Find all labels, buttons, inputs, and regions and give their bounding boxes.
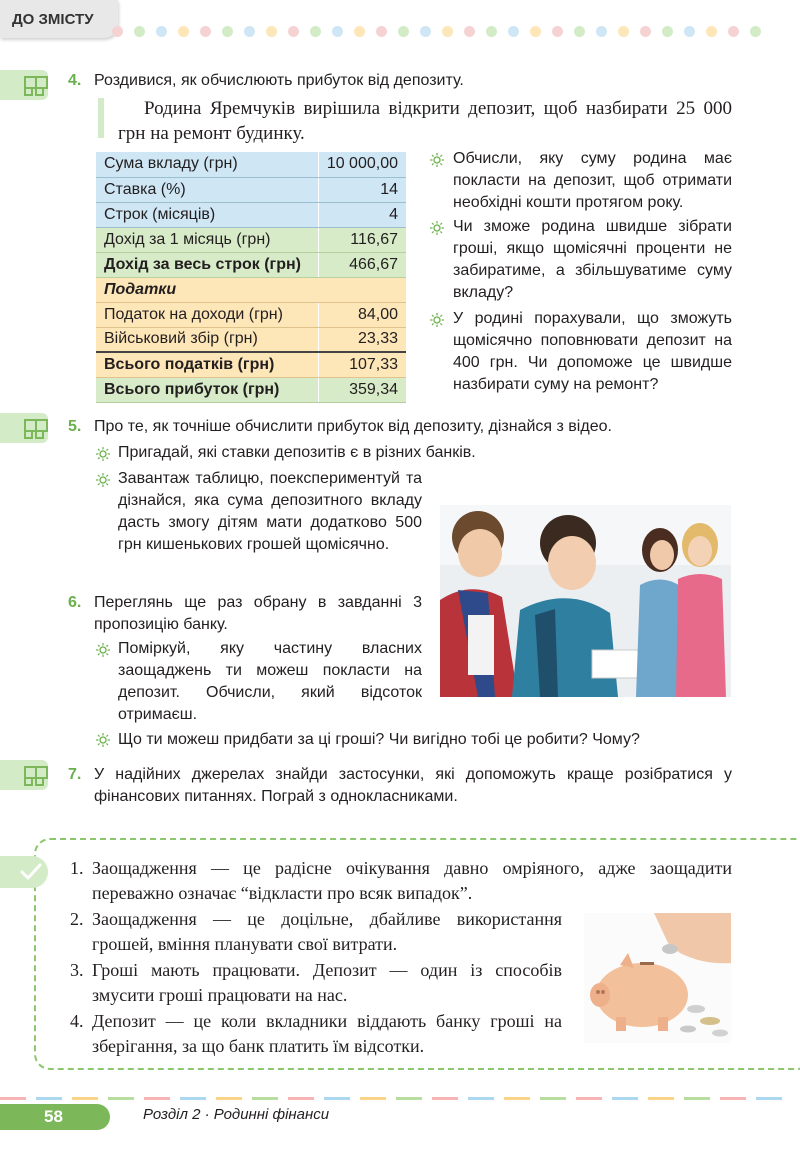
table-cell-value: 14 [318, 177, 406, 202]
table-section-header: Податки [96, 277, 406, 302]
summary-number: 1. [70, 858, 84, 878]
summary-item: Депозит — це коли вкладники віддають банку гроші на зберігання, за що банк платить їм відсотки. [92, 1011, 562, 1056]
back-to-contents-tab[interactable]: ДО ЗМІСТУ [0, 0, 118, 38]
task4-story: Родина Яремчуків вирішила відкрити депозит, щоб назбирати 25 000 грн на ремонт будинку. [118, 98, 732, 144]
table-cell-label: Дохід за весь строк (грн) [96, 252, 318, 277]
task6-bullet: Поміркуй, яку частину власних заощаджень ти можеш покласти на депозит. Обчисли, який відсоток отримаєш. [118, 640, 422, 723]
children-photo [440, 505, 731, 697]
task4-bullet: У родині порахували, що зможуть щомісячно поповнювати депозит на 400 грн. Чи допоможе це швидше назбирати суму на ремонт? [453, 310, 732, 393]
sun-bullet-icon [96, 447, 110, 461]
piggy-bank-photo [584, 913, 731, 1043]
quote-bar [98, 98, 104, 138]
deposit-table [96, 152, 406, 403]
summary-number: 3. [70, 960, 84, 980]
table-cell-value: 84,00 [318, 302, 406, 327]
sun-bullet-icon [96, 733, 110, 747]
sun-bullet-icon [96, 473, 110, 487]
table-cell-label: Ставка (%) [96, 177, 318, 202]
task6-title: Переглянь ще раз обрану в завданні 3 пропозицію банку. [94, 594, 422, 633]
summary-item: Заощадження — це доцільне, дбайливе використання грошей, вміння планувати свої витрати. [92, 909, 562, 954]
task5-number: 5. [68, 418, 82, 435]
summary-number: 4. [70, 1011, 84, 1031]
qr-code-icon[interactable] [0, 70, 48, 100]
task6-bullet: Що ти можеш придбати за ці гроші? Чи вигідно тобі це робити? Чому? [118, 731, 640, 748]
task5-title: Про те, як точніше обчислити прибуток від депозиту, дізнайся з відео. [94, 418, 612, 435]
section-title: Розділ 2 · Родинні фінанси [143, 1106, 330, 1123]
qr-code-icon[interactable] [0, 413, 48, 443]
sun-bullet-icon [430, 313, 444, 327]
task5-bullet: Пригадай, які ставки депозитів є в різних банків. [118, 444, 476, 461]
table-cell-label: Податок на доходи (грн) [96, 302, 318, 327]
sun-bullet-icon [430, 221, 444, 235]
table-cell-label: Строк (місяців) [96, 202, 318, 227]
task4-number: 4. [68, 72, 82, 89]
table-cell-value: 116,67 [318, 227, 406, 252]
task4-bullet: Обчисли, яку суму родина має покласти на депозит, щоб отримати необхідні кошти протягом року. [453, 150, 732, 211]
sun-bullet-icon [96, 643, 110, 657]
page-number: 58 [0, 1104, 110, 1130]
task4-title: Роздивися, як обчислюють прибуток від депозиту. [94, 72, 464, 89]
table-cell-value: 466,67 [318, 252, 406, 277]
table-cell-value: 10 000,00 [318, 152, 406, 177]
table-cell-value: 4 [318, 202, 406, 227]
decorative-dots [112, 26, 800, 38]
summary-item: Заощадження — це радісне очікування давно омріяного, адже заощадити переважно означає “відкласти про всяк випадок”. [92, 858, 732, 903]
task7-title: У надійних джерелах знайди застосунки, які допоможуть краще розібратися у фінансових питаннях. Пограй з однокласниками. [94, 766, 732, 805]
table-cell-value: 23,33 [318, 327, 406, 352]
summary-number: 2. [70, 909, 84, 929]
table-cell-value: 359,34 [318, 377, 406, 402]
task6-number: 6. [68, 594, 82, 611]
task5-bullet: Завантаж таблицю, поекспериментуй та дізнайся, яка сума депозитного вкладу дасть змогу дітям мати додатково 500 грн кишенькових грошей щомісячно. [118, 470, 422, 553]
table-cell-label: Військовий збір (грн) [96, 327, 318, 352]
table-cell-label: Дохід за 1 місяць (грн) [96, 227, 318, 252]
sun-bullet-icon [430, 153, 444, 167]
checkmark-icon [0, 856, 48, 888]
table-cell-value: 107,33 [318, 352, 406, 377]
task4-bullet: Чи зможе родина швидше зібрати гроші, якщо щомісячні проценти не забиратиме, а збільшуватиме суму вкладу? [453, 218, 732, 301]
summary-item: Гроші мають працювати. Депозит — один із способів змусити гроші працювати на нас. [92, 960, 562, 1005]
qr-code-icon[interactable] [0, 760, 48, 790]
table-cell-label: Всього податків (грн) [96, 352, 318, 377]
table-cell-label: Сума вкладу (грн) [96, 152, 318, 177]
task7-number: 7. [68, 766, 82, 783]
footer-divider [0, 1097, 800, 1101]
table-cell-label: Всього прибуток (грн) [96, 377, 318, 402]
